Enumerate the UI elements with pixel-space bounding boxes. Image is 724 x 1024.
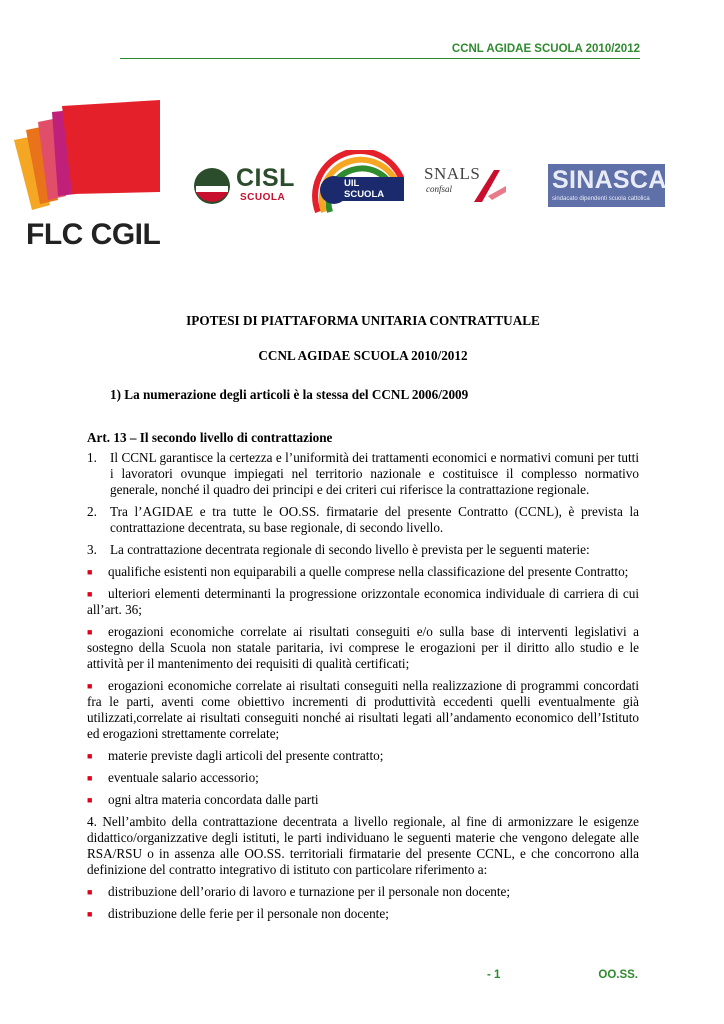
item-number: 2. [87,504,97,519]
bullet-item [87,624,639,672]
running-header: CCNL AGIDAE SCUOLA 2010/2012 [451,43,640,55]
snals-wordmark: SNALS [424,164,481,183]
flc-cgil-wordmark: FLC CGIL [26,218,161,251]
item-number: 1. [87,450,97,465]
bullet-text: ulteriori elementi determinanti la progressione orizzontale economica individuale di carriera di cui all’art. 36; [87,586,639,617]
snals-subtitle: confsal [426,184,452,194]
bullet-text: distribuzione delle ferie per il personale non docente; [108,906,389,921]
bullet-text: qualifiche esistenti non equiparabili a quelle comprese nella classificazione del presente Contratto; [108,564,629,579]
bullet-square-icon: ■ [87,795,93,805]
bullet-item [87,564,639,580]
snals-logo [420,160,510,210]
bullet-item [87,906,639,922]
bullet-square-icon: ■ [87,589,93,599]
sinasca-badge [548,164,665,207]
page-number: - 1 [487,969,501,981]
uil-wordmark: UIL SCUOLA [340,177,404,201]
numbered-item [87,542,639,558]
item-number: 3. [87,542,97,557]
numbered-item [87,504,639,536]
sinasca-subtitle: sindacato dipendenti scuola cattolica [552,196,650,202]
cisl-scuola-logo [192,166,302,208]
bullet-item [87,884,639,900]
bullet-square-icon: ■ [87,567,93,577]
snals-mark-icon [470,166,510,206]
bullet-square-icon: ■ [87,681,93,691]
bullet-text: materie previste dagli articoli del presente contratto; [108,748,384,763]
cisl-wordmark: CISL [236,164,295,192]
section-heading: 1) La numerazione degli articoli è la stessa del CCNL 2006/2009 [110,387,469,402]
paragraph-4: 4. Nell’ambito della contrattazione decentrata a livello regionale, al fine di armonizzare le esigenze didattico/organizzative degli istituti, le parti individuano le seguenti materie che vengono delegate alle RSA/RSU o in assenza alle OO.SS. territoriali firmatarie del presente CCNL, e che concorrono alla definizione del contratto integrativo di istituto con particolare riferimento a: [87,814,639,877]
article-title: Art. 13 – Il secondo livello di contrattazione [87,430,333,445]
bullet-item [87,748,639,764]
bullet-item [87,586,639,618]
bullet-square-icon: ■ [87,909,93,919]
sinasca-wordmark: SINASCA [552,166,667,194]
bullet-item [87,792,639,808]
item-text: Tra l’AGIDAE e tra tutte le OO.SS. firmatarie del presente Contratto (CCNL), è prevista la contrattazione decentrata, su base regionale, di secondo livello. [110,504,639,535]
bullet-square-icon: ■ [87,887,93,897]
union-logos [0,100,724,270]
bullet-text: eventuale salario accessorio; [108,770,259,785]
bullet-square-icon: ■ [87,773,93,783]
bullet-text: erogazioni economiche correlate ai risultati conseguiti nella realizzazione di programmi concordati fra le parti, aventi come obiettivo incrementi di produttività eccedenti quelli eventualmente già utilizzati,correlate ai risultati conseguiti nonché ai risultati legati all’andamento economico dell’Istituto ed erogazioni strettamente correlate; [87,678,639,741]
footer-org: OO.SS. [598,969,638,981]
document-body [87,313,639,928]
item-text: La contrattazione decentrata regionale di secondo livello è prevista per le seguenti materie: [110,542,590,557]
bullet-item [87,770,639,786]
bullet-text: ogni altra materia concordata dalle parti [108,792,319,807]
bullet-item [87,678,639,742]
bullet-square-icon: ■ [87,627,93,637]
sinasca-logo [548,164,665,207]
bullet-text: erogazioni economiche correlate ai risultati conseguiti e/o sulla base di interventi legislativi a sostegno della Scuola non statale paritaria, ivi comprese le erogazioni per il diritto allo studio e le attività per il mantenimento dei requisiti di qualità certificati; [87,624,639,671]
uil-scuola-logo [312,150,404,214]
flc-cgil-logo [12,100,172,260]
numbered-item [87,450,639,498]
cisl-subtitle: SCUOLA [240,192,286,203]
document-title: IPOTESI DI PIATTAFORMA UNITARIA CONTRATTUALE [186,313,540,328]
bullet-text: distribuzione dell’orario di lavoro e turnazione per il personale non docente; [108,884,511,899]
flc-cgil-flag-icon [12,100,172,220]
document-subtitle: CCNL AGIDAE SCUOLA 2010/2012 [258,348,468,363]
item-text: Il CCNL garantisce la certezza e l’uniformità dei trattamenti economici e normativi comuni per tutti i lavoratori ovunque impiegati nel territorio nazionale e costituisce il complesso normativo generale, nonché il quadro dei principi e dei criteri cui riferisce la contrattazione regionale. [110,450,639,497]
cisl-emblem-icon [192,166,232,206]
bullet-square-icon: ■ [87,751,93,761]
header-rule [120,58,640,59]
